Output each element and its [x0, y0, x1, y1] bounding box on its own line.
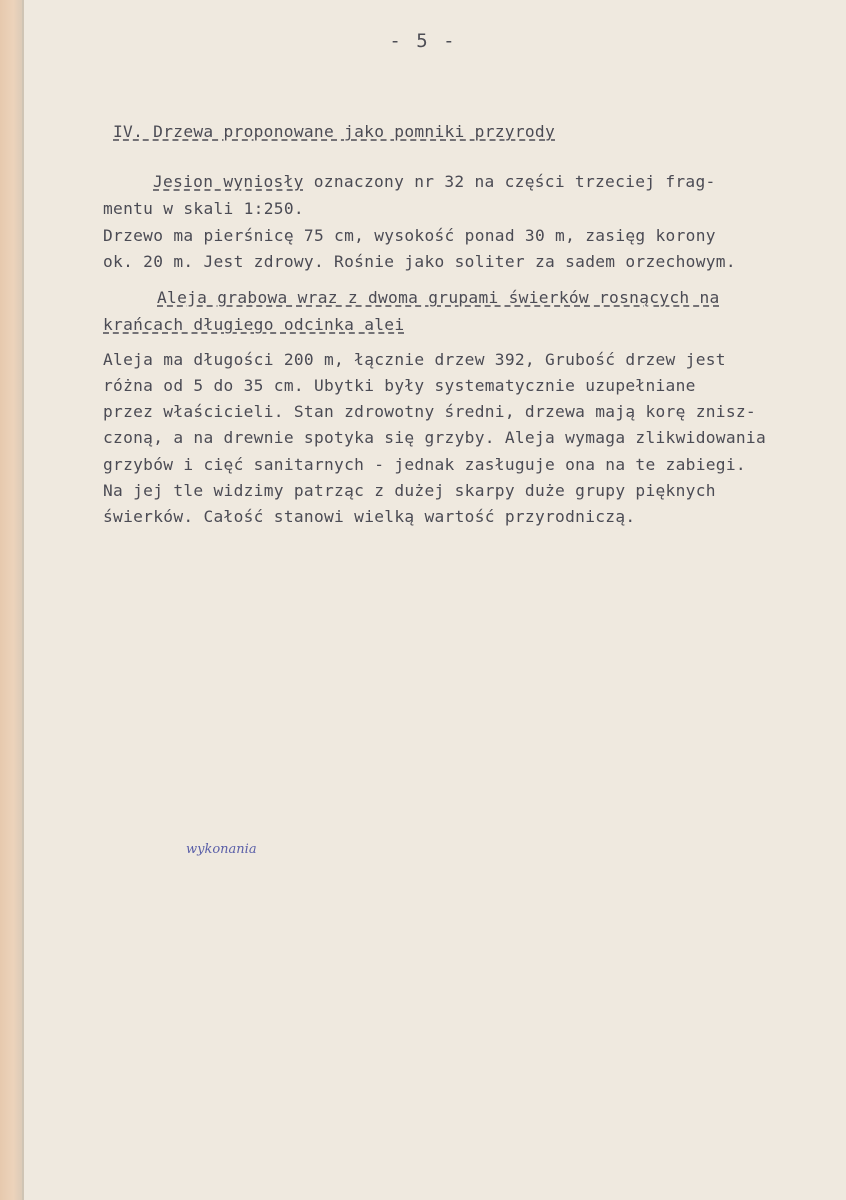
page-edge-line — [22, 0, 24, 1200]
item1-line3: Drzewo ma pierśnicę 75 cm, wysokość ponad 30 m, zasięg korony — [103, 226, 716, 245]
item2-line3: przez właścicieli. Stan zdrowotny średni, drzewa mają korę znisz- — [103, 402, 756, 421]
item2-line6: Na jej tle widzimy patrząc z dużej skarpy duże grupy pięknych — [103, 481, 716, 500]
item1-line1-text: oznaczony nr 32 na części trzeciej frag- — [313, 172, 716, 191]
item1-title: Jesion wyniosły — [153, 172, 304, 191]
item1-line2: mentu w skali 1:250. — [103, 199, 304, 218]
section-heading: IV. Drzewa proponowane jako pomniki przyrody — [113, 122, 556, 141]
binding-edge — [0, 0, 22, 1200]
item1-line4: ok. 20 m. Jest zdrowy. Rośnie jako soliter za sadem orzechowym. — [103, 252, 736, 271]
item1-line1 — [153, 172, 716, 191]
handwritten-insert: wykonania — [186, 842, 257, 857]
item2-line1: Aleja ma długości 200 m, łącznie drzew 392, Grubość drzew jest — [103, 350, 726, 369]
item2-title-line2: krańcach długiego odcinka alei — [103, 315, 405, 334]
item2-line2: różna od 5 do 35 cm. Ubytki były systematycznie uzupełniane — [103, 376, 696, 395]
page-number: - 5 - — [389, 30, 457, 52]
item2-line5: grzybów i cięć sanitarnych - jednak zasługuje ona na te zabiegi. — [103, 455, 746, 474]
item2-line7: świerków. Całość stanowi wielką wartość przyrodniczą. — [103, 507, 636, 526]
item2-line4: czoną, a na drewnie spotyka się grzyby. Aleja wymaga zlikwidowania — [103, 428, 767, 447]
item2-title-line1: Aleja grabowa wraz z dwoma grupami świerków rosnących na — [157, 288, 720, 307]
